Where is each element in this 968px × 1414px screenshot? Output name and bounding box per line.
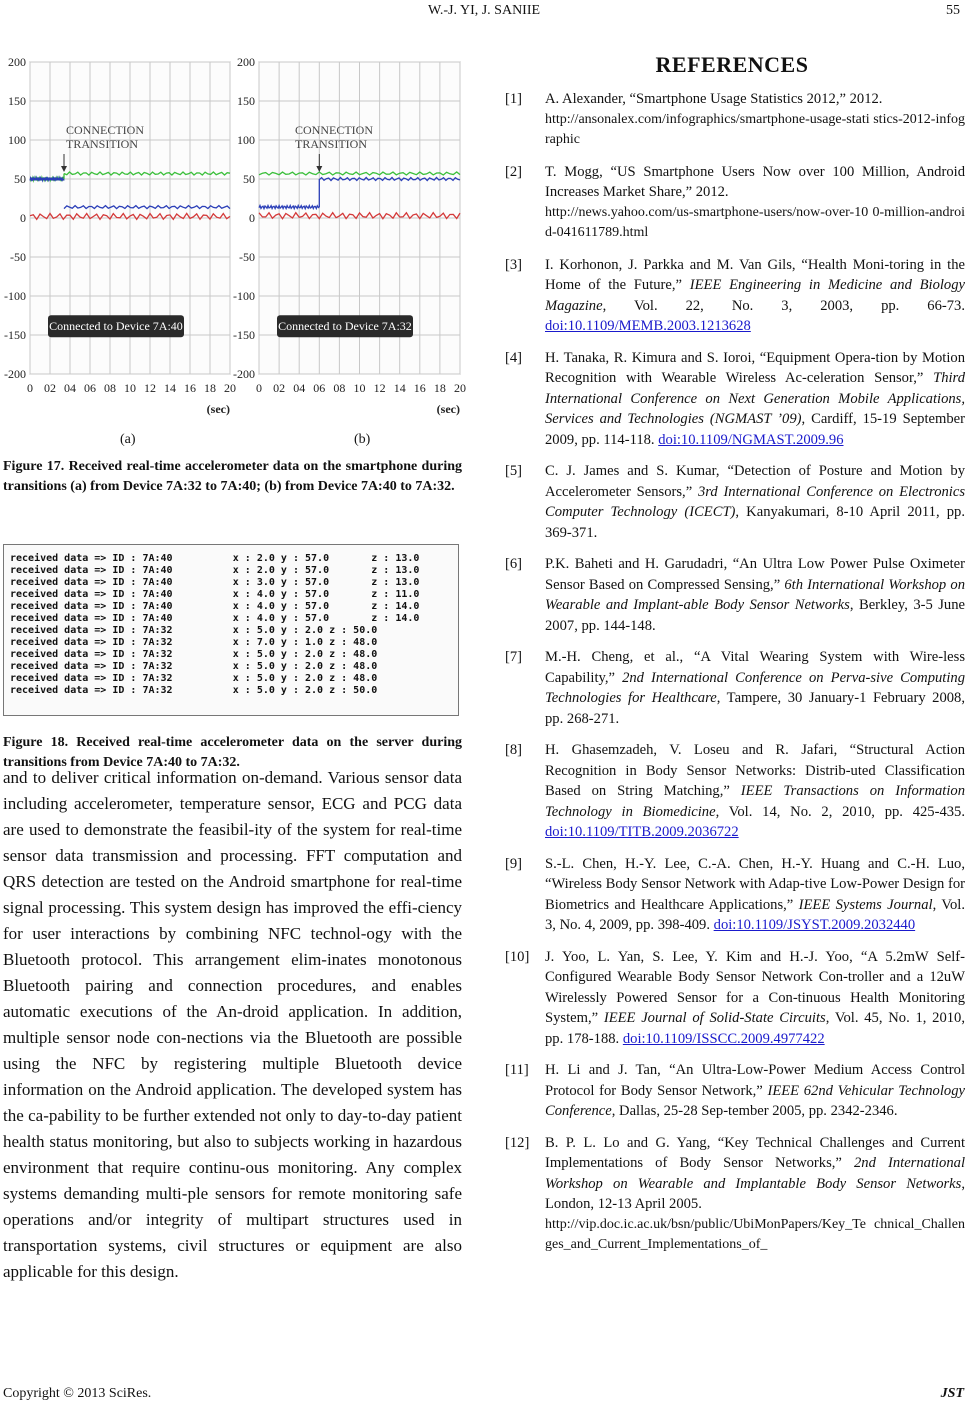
- y-tick-label: 50: [14, 172, 26, 186]
- reference-number: [4]: [505, 349, 523, 366]
- chart-a-svg: [0, 48, 236, 418]
- reference-number: [1]: [505, 91, 523, 107]
- x-tick-label: 16: [184, 381, 196, 395]
- reference-number: [2]: [505, 163, 523, 180]
- connected-badge-text: Connected to Device 7A:40: [49, 319, 183, 334]
- console-row: received data => ID : 7A:32 x : 7.0 y : 1.0 z : 48.0: [10, 637, 378, 648]
- console-row: received data => ID : 7A:40 x : 4.0 y : 57.0 z : 14.0: [10, 601, 420, 612]
- reference-number: [3]: [505, 256, 523, 273]
- console-row: received data => ID : 7A:32 x : 5.0 y : 2.0 z : 48.0: [10, 673, 378, 684]
- reference-text: B. P. L. Lo and G. Yang, “Key Technical Challenges and Current Implementations of Body Sensor Networks,”: [545, 1134, 965, 1171]
- x-axis-unit: (sec): [436, 402, 460, 416]
- annotation-label: CONNECTION: [295, 123, 373, 137]
- reference-text: A. Alexander, “Smartphone Usage Statistics 2012,” 2012.: [545, 91, 883, 107]
- figure17-chart-a: [0, 48, 236, 423]
- reference-venue: 6th International Workshop on Wearable and Implant-able Body Sensor Networks: [545, 576, 965, 613]
- x-axis-unit: (sec): [206, 402, 230, 416]
- console-row: received data => ID : 7A:40 x : 3.0 y : 57.0 z : 13.0: [10, 577, 420, 588]
- reference-text: J. Yoo, L. Yan, S. Lee, Y. Kim and H.-J. Yoo, “A 5.2mW Self-Configured Wearable Body Sensor Network Con-troller and a 12uW Wirelessly Powered Sensor for a Con-tinuous Health Monitoring System,”: [545, 948, 965, 1026]
- y-tick-label: -200: [233, 367, 255, 381]
- y-tick-label: 100: [8, 133, 26, 147]
- reference-body: [545, 554, 965, 636]
- y-tick-label: 200: [8, 55, 26, 69]
- reference-item: [505, 348, 965, 451]
- x-tick-label: 06: [84, 381, 96, 395]
- body-paragraph: [3, 765, 462, 1285]
- reference-doi-link[interactable]: doi:10.1109/NGMAST.2009.96: [658, 431, 844, 448]
- reference-text: C. J. James and S. Kumar, “Detection of Posture and Motion by Accelerometer Sensors,”: [545, 463, 965, 500]
- y-tick-label: 150: [237, 94, 255, 108]
- reference-item: [505, 255, 965, 337]
- x-tick-label: 10: [353, 381, 366, 395]
- reference-text: H. Ghasemzadeh, V. Loseu and R. Jafari, “Structural Action Recognition in Body Sensor Networks: Distrib-uted Classification Based on String Matching,”: [545, 742, 965, 799]
- y-tick-label: -50: [239, 250, 255, 264]
- reference-item: [505, 461, 965, 543]
- reference-text: P.K. Baheti and H. Garudadri, “An Ultra Low Power Pulse Oximeter Sensor Based on Compressed Sensing,”: [545, 556, 965, 593]
- reference-item: [505, 854, 965, 936]
- x-tick-label: 14: [393, 381, 406, 395]
- reference-url: http://ansonalex.com/infographics/smartphone-usage-stati stics-2012-infographic: [545, 111, 965, 147]
- y-tick-label: -100: [4, 289, 26, 303]
- reference-body: [545, 348, 965, 451]
- annotation-label: TRANSITION: [295, 137, 367, 151]
- reference-details: , Kanyakumari, 8-10 April 2011, pp. 369-371.: [545, 504, 965, 541]
- reference-number: [5]: [505, 463, 523, 479]
- figure17-caption-label: Figure 17.: [3, 459, 65, 474]
- reference-body: [545, 1060, 965, 1122]
- reference-venue: IEEE Transactions on Information Technology in Biomedicine: [545, 783, 965, 820]
- reference-item: [505, 554, 965, 636]
- reference-details: , Cardiff, 15-19 September 2009, pp. 114-118.: [545, 411, 965, 448]
- reference-text: T. Mogg, “US Smartphone Users Now over 100 Million, Android Increases Market Share,” 2012.: [545, 163, 965, 200]
- y-tick-label: 200: [237, 55, 255, 69]
- page-number: 55: [946, 3, 960, 18]
- connected-badge-text: Connected to Device 7A:32: [278, 319, 412, 334]
- chart-b-svg: [232, 48, 464, 418]
- reference-details: , Vol. 45, No. 1, 2010, pp. 178-188.: [545, 1010, 965, 1047]
- x-tick-label: 14: [164, 381, 176, 395]
- x-tick-label: 04: [293, 381, 306, 395]
- console-row: received data => ID : 7A:40 x : 2.0 y : 57.0 z : 13.0: [10, 553, 420, 564]
- figure17-caption-text: Received real-time accelerometer data on the smartphone during transitions (a) from Device 7A:32 to 7A:40; (b) from Device 7A:40 to 7A:32.: [3, 459, 462, 494]
- reference-body: [545, 647, 965, 729]
- reference-venue: 2nd International Conference on Perva-sive Computing Technologies for Healthcare: [545, 669, 966, 706]
- reference-item: [505, 162, 965, 244]
- reference-body: [545, 1133, 965, 1256]
- figure17-label-a: (a): [120, 432, 136, 447]
- reference-number: [7]: [505, 649, 523, 665]
- reference-venue: IEEE Journal of Solid-State Circuits: [603, 1010, 826, 1026]
- journal-abbrev: JST: [940, 1386, 964, 1401]
- reference-item: [505, 740, 965, 843]
- reference-venue: Third International Conference on Next Generation Mobile Applications, Services and Technologies (NGMAST ’09): [545, 370, 965, 427]
- figure17-caption: [3, 457, 462, 497]
- x-tick-label: 18: [204, 381, 216, 395]
- console-row: received data => ID : 7A:40 x : 4.0 y : 57.0 z : 14.0: [10, 613, 420, 624]
- y-tick-label: -100: [233, 289, 255, 303]
- reference-number: [10]: [505, 948, 530, 965]
- annotation-label: TRANSITION: [66, 137, 138, 151]
- reference-details: , Vol. 3, No. 4, 2009, pp. 398-409.: [545, 896, 965, 933]
- copyright-notice: Copyright © 2013 SciRes.: [3, 1386, 152, 1401]
- x-tick-label: 06: [313, 381, 326, 395]
- series-line: [30, 178, 64, 181]
- reference-number: [12]: [505, 1134, 530, 1151]
- reference-number: [8]: [505, 742, 523, 758]
- reference-body: [545, 255, 965, 337]
- page-header: [0, 0, 968, 24]
- reference-text: M.-H. Cheng, et al., “A Vital Wearing System with Wire-less Capability,”: [545, 649, 965, 686]
- console-row: received data => ID : 7A:32 x : 5.0 y : 2.0 z : 48.0: [10, 649, 378, 660]
- y-tick-label: -150: [4, 328, 26, 342]
- reference-details: , Dallas, 25-28 Sep-tember 2005, pp. 2342-2346.: [611, 1103, 898, 1119]
- x-tick-label: 16: [413, 381, 426, 395]
- reference-venue: IEEE Engineering in Medicine and Biology Magazine: [545, 277, 965, 314]
- reference-number: [9]: [505, 855, 523, 872]
- console-row: received data => ID : 7A:32 x : 5.0 y : 2.0 z : 50.0: [10, 625, 378, 636]
- reference-text: H. Li and J. Tan, “An Ultra-Low-Power Medium Access Control Protocol for Body Sensor Network,”: [545, 1062, 965, 1099]
- reference-doi-link[interactable]: doi:10.1109/JSYST.2009.2032440: [713, 917, 916, 933]
- x-tick-label: 10: [124, 381, 136, 395]
- x-tick-label: 0: [27, 381, 33, 395]
- body-text: and to deliver critical information on-demand. Various sensor data including accelerometer, temperature sensor, ECG and PCG data are used to demonstrate the feasibil-ity of the system for real-time sensor data transmission and processing. FFT computation and QRS detection are tested on the Android smartphone for real-time signal processing. This system design has improved the effi-ciency for user interactions by combining NFC technol-ogy with the Bluetooth protocol. This arrangement elim-inates monotonous Bluetooth pairing and connection procedures, and enables automatic executions of the An-droid application. In addition, multiple sensor node con-nections via the Bluetooth are possible using the NFC by registering multiple Bluetooth device information on the Android application. The developed system has the ca-pability to be further extended not only to day-to-day patient health status monitoring, but also to subjects working in hazardous environment that require continu-ous monitoring. Any complex systems demanding multi-ple sensors for remote monitoring safe operations and/or integrity of multipart structures used in transportation systems, civil structures or equipment are also applicable for this design.: [3, 768, 462, 1281]
- x-tick-label: 18: [433, 381, 446, 395]
- reference-item: [505, 89, 965, 151]
- reference-venue: 3rd International Conference on Electronics Computer Technology (ICECT): [545, 483, 965, 520]
- reference-text: S.-L. Chen, H.-Y. Lee, C.-A. Chen, H.-Y. Huang and C.-H. Luo, “Wireless Body Sensor Network with Adap-tive Low-Power Design for Biometrics and Healthcare Applications,”: [545, 855, 965, 913]
- reference-venue: IEEE Systems Journal: [798, 896, 933, 913]
- y-tick-label: -50: [10, 250, 26, 264]
- x-tick-label: 0: [256, 381, 262, 395]
- figure17-chart-b: [232, 48, 464, 423]
- x-tick-label: 20: [224, 381, 236, 395]
- reference-item: [505, 1133, 965, 1256]
- reference-details: , Tampere, 30 January-1 February 2008, pp. 268-271.: [545, 690, 966, 727]
- reference-body: [545, 162, 965, 244]
- console-row: received data => ID : 7A:32 x : 5.0 y : 2.0 z : 50.0: [10, 685, 378, 696]
- x-tick-label: 02: [44, 381, 56, 395]
- x-tick-label: 02: [273, 381, 286, 395]
- y-tick-label: 50: [243, 172, 255, 186]
- reference-details: , Vol. 22, No. 3, 2003, pp. 66-73.: [602, 297, 965, 314]
- running-head-authors: W.-J. YI, J. SANIIE: [427, 3, 541, 18]
- reference-item: [505, 947, 965, 1050]
- references-list: [505, 89, 965, 1267]
- reference-body: [545, 740, 965, 843]
- reference-venue: 2nd International Workshop on Wearable and Implantable Body Sensor Networks: [545, 1155, 965, 1192]
- y-tick-label: -200: [4, 367, 26, 381]
- reference-url: http://news.yahoo.com/us-smartphone-users/now-over-10 0-million-android-041611789.html: [545, 204, 965, 240]
- x-tick-label: 20: [454, 381, 466, 395]
- reference-item: [505, 1060, 965, 1122]
- y-tick-label: -150: [233, 328, 255, 342]
- reference-item: [505, 647, 965, 729]
- figure18-caption-text: Received real-time accelerometer data on the server during transitions from Device 7A:40 to 7A:32.: [3, 735, 463, 770]
- reference-body: [545, 89, 965, 151]
- figure17-label-b: (b): [354, 432, 371, 447]
- x-tick-label: 12: [144, 381, 156, 395]
- console-row: received data => ID : 7A:40 x : 2.0 y : 57.0 z : 13.0: [10, 565, 420, 576]
- reference-details: , Berkley, 3-5 June 2007, pp. 144-148.: [545, 597, 965, 634]
- reference-body: [545, 461, 965, 543]
- console-row: received data => ID : 7A:40 x : 4.0 y : 57.0 z : 11.0: [10, 589, 420, 600]
- figure18-caption-label: Figure 18.: [3, 735, 69, 750]
- reference-venue: IEEE 62nd Vehicular Technology Conference: [545, 1082, 965, 1119]
- reference-details: , Vol. 14, No. 2, 2010, pp. 425-435.: [715, 803, 966, 820]
- reference-doi-link[interactable]: doi:10.1109/TITB.2009.2036722: [545, 824, 739, 840]
- x-tick-label: 12: [373, 381, 386, 395]
- y-tick-label: 0: [20, 211, 26, 225]
- console-row: received data => ID : 7A:32 x : 5.0 y : 2.0 z : 48.0: [10, 661, 378, 672]
- reference-text: H. Tanaka, R. Kimura and S. Ioroi, “Equipment Opera-tion by Motion Recognition with Wearable Wireless Ac-celeration Sensor,”: [545, 349, 965, 386]
- x-tick-label: 08: [333, 381, 346, 395]
- reference-doi-link[interactable]: doi:10.1109/ISSCC.2009.4977422: [622, 1030, 825, 1047]
- y-tick-label: 0: [249, 211, 255, 225]
- annotation-label: CONNECTION: [66, 123, 144, 137]
- reference-body: [545, 947, 965, 1050]
- reference-doi-link[interactable]: doi:10.1109/MEMB.2003.1213628: [545, 318, 751, 334]
- reference-url: http://vip.doc.ic.ac.uk/bsn/public/UbiMonPapers/Key_Te chnical_Challenges_and_Current_Implementations_of_: [545, 1216, 965, 1252]
- x-tick-label: 04: [64, 381, 76, 395]
- reference-number: [6]: [505, 556, 523, 572]
- y-tick-label: 100: [237, 133, 255, 147]
- references-heading: REFERENCES: [655, 52, 809, 77]
- reference-body: [545, 854, 965, 936]
- x-tick-label: 08: [104, 381, 116, 395]
- reference-details: , London, 12-13 April 2005.: [545, 1175, 965, 1212]
- y-tick-label: 150: [8, 94, 26, 108]
- reference-number: [11]: [505, 1062, 529, 1078]
- figure18-console: [3, 544, 459, 716]
- reference-text: I. Korhonon, J. Parkka and M. Van Gils, “Health Moni-toring in the Home of the Future,”: [545, 256, 965, 293]
